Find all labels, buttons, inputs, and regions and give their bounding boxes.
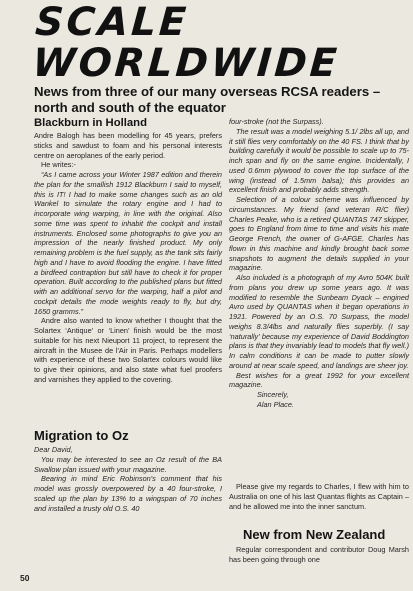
paragraph: Andre Balogh has been modelling for 45 years, prefers sticks and sawdust to foam and his personal interests centre on aeroplanes of the early period. [34, 131, 222, 160]
right-column [229, 0, 409, 591]
masthead-line-1: SCALE [33, 0, 191, 45]
heading-migration-to-oz: Migration to Oz [34, 428, 129, 443]
new-zealand-article-body [229, 545, 409, 565]
paragraph: four-stroke (not the Surpass). [229, 117, 324, 126]
standfirst: News from three of our many overseas RCSA readers – north and south of the equator [34, 84, 381, 115]
paragraph: Regular correspondent and contributor Doug Marsh has been going through one [229, 545, 409, 564]
blackburn-article-body [34, 131, 222, 385]
paragraph: He writes:- [41, 160, 76, 170]
paragraph: Also included is a photograph of my Avro 504K built from plans you drew up some years ago. It was modified to resemble the Sunbeam Dyack – engined Avro used by QUANTAS when it began operations in 1921. Powered by an O.S. 70 Surpass, the model weighs 8.3/4lbs and naturally flies superbly. (I say ‘naturally’ because my experience of David Boddington plans is that they invariably lead to models that fly well.) In calm conditions it can be made to putter slowly around at near scale speed, and landings are sheer joy. [229, 273, 409, 370]
paragraph: Bearing in mind Eric Robinson's comment that his model was grossly overpowered by a 40 four-stroke, I scaled up the plan by 13% to a wingspan of 70 inches and installed a trusty old O.S. 40 [34, 474, 222, 513]
paragraph: Andre also wanted to know whether I thought that the Solartex ‘Antique’ or ‘Linen’ finish would be the most suitable for his next Nieuport 11 project, to represent the aircraft in the Musee de l'Air in Paris. Perhaps modellers with experience of these two Solartex colours would like to give their opinions, and also state what fuel proofers and varnishes they applied to the covering. [34, 316, 222, 384]
paragraph: You may be interested to see an Oz result of the BA Swallow plan issued with your magazine. [34, 454, 222, 474]
salutation: Dear David, [34, 445, 73, 454]
quoted-letter: “As I came across your Winter 1987 edition and therein the plan for the smallish 1912 Blackburn I said to myself, this is IT! I had to make some changes such as an old Wankel to simulate the rotary engine and I had to incorporate wing warping, in line with the original. Also some time was spent to inhabit the cockpit and install instruments. Enclosed some photographs to give you an impression of the nearly finished product. My only remaining problem is the fuel supply, as the tank sits fairly high and I have to avoid flooding the engine. I have fitted a birdfeed contraption but still have to check it for proper operation. Built according to the published plans but fitted with an additional servo for the warping, half a pilot and cockpit details the mode weights ready to fly, but dry, 1650 gramms.” [34, 170, 222, 316]
migration-article-continued [229, 117, 409, 410]
paragraph: Selection of a colour scheme was influenced by circumstances. My friend (and veteran R/C flier) Charles Peake, who is a retired QUANTAS 747 skipper, goes to England from time to time and visits his mate George French, the owner of G-AFGE. Charles has flown in this machine and kindly brought back some snapshots to augment the details supplied in your magazine. [229, 195, 409, 273]
editor-note [229, 482, 409, 511]
left-column [20, 0, 222, 591]
paragraph: Best wishes for a great 1992 for your excellent magazine. [229, 370, 409, 390]
migration-article-body [34, 445, 222, 513]
paragraph: The result was a model weighing 5.1/ 2lbs all up, and it still flies very comfortably on the 40 FS. I think that by building carefully it would be possible to scale up to 75-inch span and fly on the same engine. Incidentally, I used 0.6mm plywood to cover the top surface of the wing (instead of 1.5mm balsa); this provides an excellent finish and probably adds strength. [229, 126, 409, 195]
heading-blackburn-in-holland: Blackburn in Holland [34, 117, 147, 129]
masthead-line-2: WORLDWIDE [30, 41, 342, 86]
page-number: 50 [20, 573, 30, 583]
signature: Alan Place. [257, 399, 294, 409]
heading-new-from-new-zealand: New from New Zealand [243, 527, 386, 542]
signoff: Sincerely, [257, 390, 289, 399]
paragraph: Please give my regards to Charles, I flew with him to Australia on one of his last Quantas flights as Captain – and he allowed me into the inner sanctum. [229, 482, 409, 511]
